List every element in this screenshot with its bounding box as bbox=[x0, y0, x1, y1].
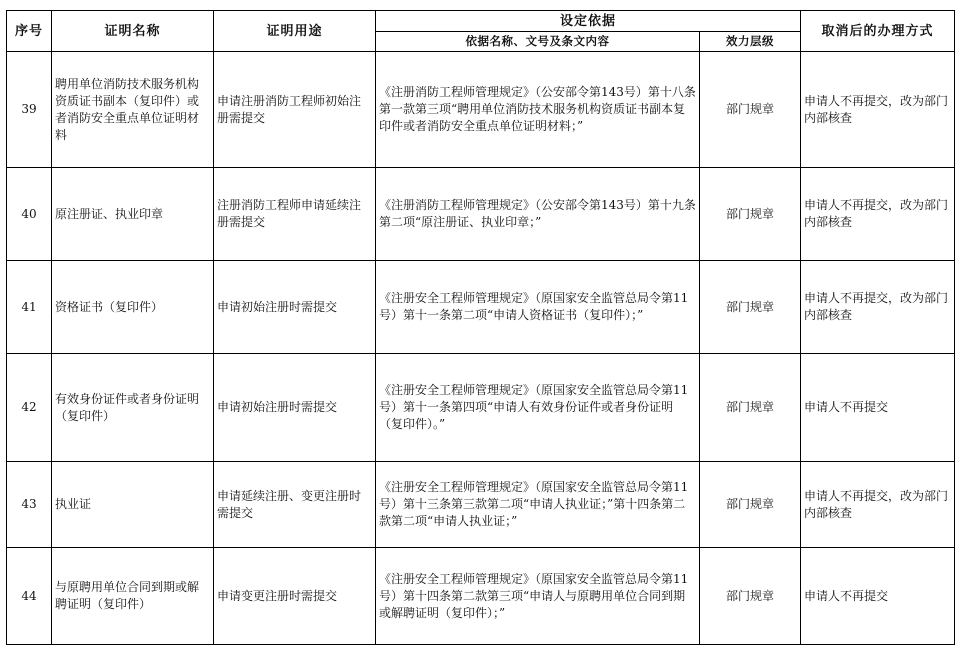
cell-basis: 《注册安全工程师管理规定》（原国家安全监管总局令第11号）第十三条第三款第二项“申请人执业证；”第十四条第二款第二项“申请人执业证；” bbox=[379, 480, 689, 528]
cell-seq: 44 bbox=[7, 548, 52, 645]
cell-level: 部门规章 bbox=[700, 168, 801, 261]
cell-basis-wrap bbox=[376, 261, 700, 354]
table-row bbox=[7, 354, 955, 462]
cell-seq: 43 bbox=[7, 462, 52, 548]
cell-purpose: 申请注册消防工程师初始注册需提交 bbox=[214, 52, 376, 168]
cell-after: 申请人不再提交，改为部门内部核查 bbox=[801, 52, 955, 168]
cell-after: 申请人不再提交，改为部门内部核查 bbox=[801, 462, 955, 548]
certificate-table bbox=[6, 10, 955, 645]
cell-purpose: 申请延续注册、变更注册时需提交 bbox=[214, 462, 376, 548]
cell-after: 申请人不再提交 bbox=[801, 354, 955, 462]
cell-name: 有效身份证件或者身份证明（复印件） bbox=[52, 354, 214, 462]
cell-seq: 40 bbox=[7, 168, 52, 261]
header-basis-content: 依据名称、文号及条文内容 bbox=[376, 32, 700, 52]
header-row bbox=[7, 11, 955, 32]
header-after: 取消后的办理方式 bbox=[801, 11, 955, 52]
table-row bbox=[7, 462, 955, 548]
cell-basis-wrap bbox=[376, 52, 700, 168]
cell-name: 与原聘用单位合同到期或解聘证明（复印件） bbox=[52, 548, 214, 645]
cell-basis-wrap bbox=[376, 168, 700, 261]
cell-purpose: 注册消防工程师申请延续注册需提交 bbox=[214, 168, 376, 261]
table-row bbox=[7, 548, 955, 645]
cell-basis-wrap bbox=[376, 354, 700, 462]
header-level: 效力层级 bbox=[700, 32, 801, 52]
cell-after: 申请人不再提交 bbox=[801, 548, 955, 645]
cell-basis: 《注册安全工程师管理规定》（原国家安全监管总局令第11号）第十四条第二款第三项“申请人与原聘用单位合同到期或解聘证明（复印件）；” bbox=[379, 571, 689, 620]
cell-basis-wrap bbox=[376, 548, 700, 645]
cell-after: 申请人不再提交，改为部门内部核查 bbox=[801, 168, 955, 261]
cell-seq: 42 bbox=[7, 354, 52, 462]
cell-level: 部门规章 bbox=[700, 548, 801, 645]
cell-level: 部门规章 bbox=[700, 52, 801, 168]
table-row bbox=[7, 261, 955, 354]
cell-level: 部门规章 bbox=[700, 354, 801, 462]
header-purpose: 证明用途 bbox=[214, 11, 376, 52]
header-basis-group: 设定依据 bbox=[376, 11, 801, 32]
cell-seq: 41 bbox=[7, 261, 52, 354]
header-name: 证明名称 bbox=[52, 11, 214, 52]
table-row bbox=[7, 168, 955, 261]
cell-basis: 《注册安全工程师管理规定》（原国家安全监管总局令第11号）第十一条第四项“申请人有效身份证件或者身份证明（复印件）。” bbox=[379, 383, 689, 431]
header-seq: 序号 bbox=[7, 11, 52, 52]
cell-level: 部门规章 bbox=[700, 261, 801, 354]
cell-purpose: 申请变更注册时需提交 bbox=[214, 548, 376, 645]
cell-purpose: 申请初始注册时需提交 bbox=[214, 261, 376, 354]
cell-name: 聘用单位消防技术服务机构资质证书副本（复印件）或者消防安全重点单位证明材料 bbox=[52, 52, 214, 168]
cell-name: 执业证 bbox=[52, 462, 214, 548]
cell-level: 部门规章 bbox=[700, 462, 801, 548]
table-row bbox=[7, 52, 955, 168]
cell-name: 资格证书（复印件） bbox=[52, 261, 214, 354]
cell-name: 原注册证、执业印章 bbox=[52, 168, 214, 261]
page bbox=[6, 10, 955, 645]
cell-seq: 39 bbox=[7, 52, 52, 168]
cell-basis: 《注册安全工程师管理规定》（原国家安全监管总局令第11号）第十一条第二项“申请人资格证书（复印件）；” bbox=[379, 291, 689, 322]
cell-purpose: 申请初始注册时需提交 bbox=[214, 354, 376, 462]
cell-basis: 《注册消防工程师管理规定》（公安部令第143号）第十九条第二项“原注册证、执业印章；” bbox=[379, 198, 696, 229]
cell-basis: 《注册消防工程师管理规定》（公安部令第143号）第十八条第一款第三项“聘用单位消防技术服务机构资质证书副本复印件或者消防安全重点单位证明材料；” bbox=[379, 85, 696, 133]
cell-basis-wrap bbox=[376, 462, 700, 548]
cell-after: 申请人不再提交，改为部门内部核查 bbox=[801, 261, 955, 354]
